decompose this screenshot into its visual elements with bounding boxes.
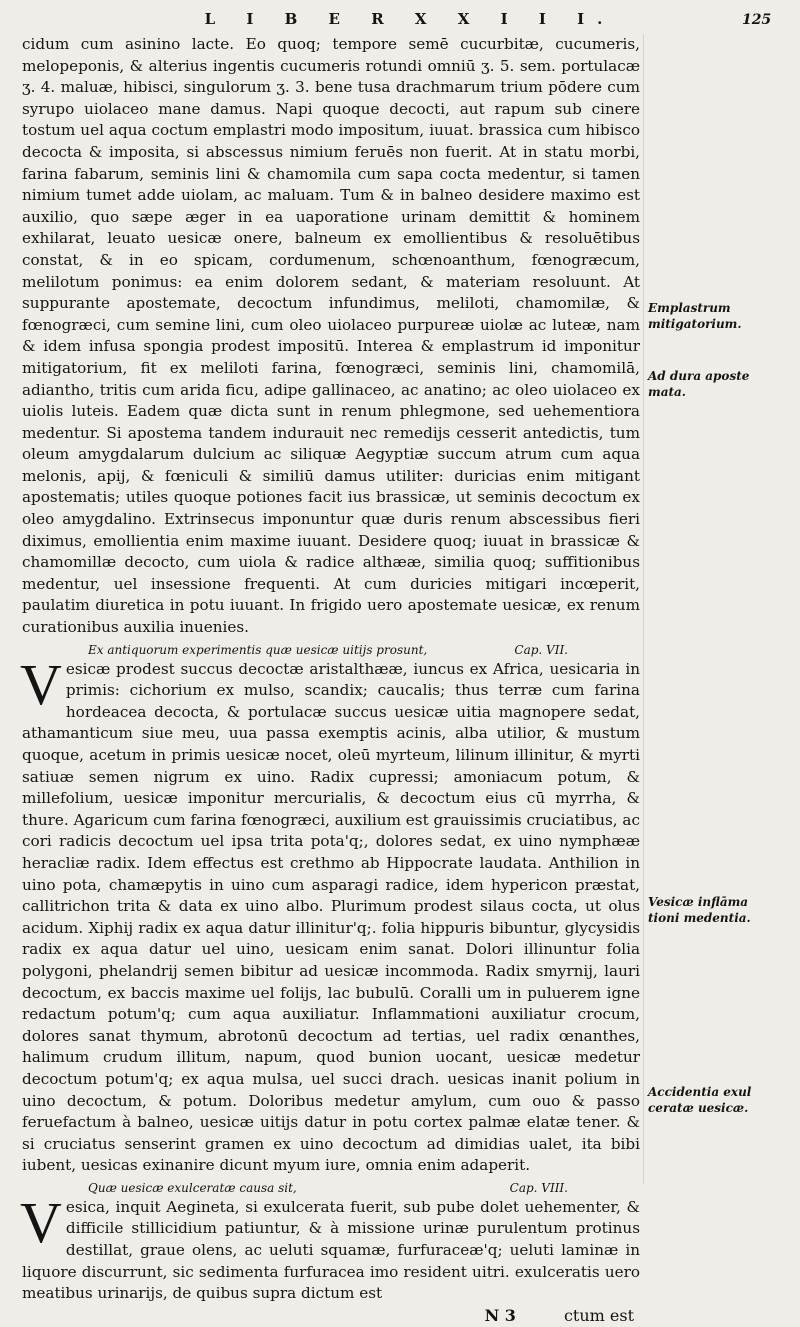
paragraph-text: esica, inquit Aegineta, si exulcerata fuerit, sub pube dolet uehementer, & difficile stillicidium patiuntur, & à missione urinæ purulentum protinus destillat, graue olens, ac ueluti squamæ, furfuraceæ'q; ueluti laminæ in liquore discurrunt, sic sedimenta furfuracea imo resident uitri. exulceratis uero meatibus urinarijs, de quibus supra dictum est xyxy=(22,1197,640,1303)
signature-mark: N 3 xyxy=(484,1305,516,1325)
chapter-label: Cap. VII. xyxy=(514,642,568,657)
catchword-line xyxy=(22,1305,640,1327)
paragraph-chapter-8 xyxy=(20,1189,640,1305)
marginal-note-emplastrum: Emplastrum mitigatorium. xyxy=(648,301,742,331)
column-divider xyxy=(643,34,644,1184)
decorated-initial: V xyxy=(20,1189,62,1255)
paragraph-continued: cidum cum asinino lacte. Eo quoq; tempore semē cucurbitæ, cucumeris, melopeponis, & alterius ingentis cucumeris rotundi omniū ʒ. 5. sem. portulacæ ʒ. 4. maluæ, hibisci, singulorum ʒ. 3. bene tusa drachmarum trium pōdere cum syrupo uiolaceo mane damus. Napi quoque decocti, aut rapum sub cinere tostum uel aqua coctum emplastri modo impositum, iuuat. brassica cum hibisco decocta & imposita, si abscessus nimium feruēs non fuerit. At in statu morbi, farina fabarum, seminis lini & chamomila cum sapa cocta medentur, si tamen nimium tumet adde uiolam, ac maluam. Tum & in balneo desidere maximo est auxilio, quo sæpe æger in ea uaporatione urinam demittit & hominem exhilarat, leuato uesicæ onere, balneum ex emollientibus & resoluētibus constat, & in eo spicam, cordumenum, schœnoanthum, fœnogræcum, melilotum ponimus: ea enim dolorem sedant, & materiam resoluunt. At suppurante apostemate, decoctum infundimus, meliloti, chamomilæ, & fœnogræci, cum semine lini, cum oleo uiolaceo purpureæ uiolæ ac luteæ, nam & idem infusa spongia prodest impositū. Interea & emplastrum id imponitur mitigatorium, fit ex meliloti farina, fœnogræci, seminis lini, chamomilā, adiantho, tritis cum arida ficu, adipe gallinaceo, ac anatino; ac oleo uiolaceo ex uiolis luteis. Eadem quæ dicta sunt in renum phlegmone, sed uehementiora medentur. Si apostema tandem indurauit nec remedijs cesserit antedictis, tum oleum amygdalarum dulcium ac siliquæ Aegyptiæ succum atrum cum aqua melonis, apij, & fœniculi & similiū damus utiliter: duricias enim mitigant apostematis; utiles quoque potiones facit ius brassicæ, ut seminis decoctum ex oleo amygdalino. Extrinsecus imponuntur quæ duris renum abscessibus fieri diximus, emollientia enim maxime iuuant. Desidere quoq; iuuat in brassicæ & chamomillæ decocto, cum uiola & radice althææ, similia quoq; suffitionibus medentur, uel insessione frequenti. At cum duricies mitigari incœperit, paulatim diuretica in potu iuuant. In frigido uero apostemate uesicæ, ex renum curationibus auxilia inuenies. xyxy=(22,35,640,637)
paragraph-text: esicæ prodest succus decoctæ aristalthææ, iuncus ex Africa, uesicaria in primis: cichorium ex mulso, scandix; caucalis; thus terræ cum farina hordeacea decocta, & portulacæ succus uesicæ uitia magnopere sedat, athamanticum siue meu, uua passa exemptis acinis, alba utilior, & mustum quoque, acetum in primis uesicæ nocet, oleū myrteum, lilinum illinitur, & myrti satiuæ semen nigrum ex uino. Radix cupressi; amoniacum potum, & millefolium, uesicæ imponitur mercurialis, & decoctum eius cū myrrha, & thure. Agaricum cum farina fœnogræci, auxilium est grauissimis cruciatibus, ac cori radicis decoctum uel ipsa trita pota'q;, dolores sedat, ex uino nymphææ heracliæ radix. Idem effectus est crethmo ab Hippocrate laudata. Anthilion in uino pota, chamæpytis in uino cum asparagi radice, idem hypericon præstat, callitrichon trita & data ex uino albo. Plurimum prodest silaus cocta, ut olus acidum. Xiphij radix ex aqua datur illinitur'q;. folia hippuris bibuntur, glycysidis radix ex aqua datur uel uino, uesicam enim sanat. Dolori illinuntur folia polygoni, phelandrij semen bibitur ad uesicæ incommoda. Radix smyrnij, lauri decoctum, ex baccis maxime uel folijs, lac bubulū. Coralli um in puluerem igne redactum potum'q; cum aqua auxiliatur. Inflammationi auxiliatur crocum, dolores sanat thymum, abrotonū decoctum ad tertias, uel radix œnanthes, halimum crudum illitum, napum, quod bunion uocant, uesicæ medetur decoctum potum'q; ex aqua mulsa, uel succi drach. uesicas inanit polium in uino decoctum, & potum. Doloribus medetur amylum, cum ouo & passo feruefactum à balneo, uesicæ uitijs datur in potu cortex palmæ elatæ tener. & si cruciatus senserint gramen ex uino decoctum ad dimidias ualet, ita bibi iubent, uesicas exinanire dicunt myum iure, omnia enim adaperit. xyxy=(22,659,640,1175)
marginal-note-vesicae: Vesicæ inflāma tioni medentia. xyxy=(648,895,751,925)
folio-number: 125 xyxy=(742,12,772,28)
paragraph-chapter-7 xyxy=(20,651,640,1177)
main-text-column xyxy=(22,34,640,1327)
catchword: ctum est xyxy=(563,1305,634,1325)
chapter-title: Ex antiquorum experimentis quæ uesicæ uitijs prosunt, xyxy=(88,642,428,657)
decorated-initial: V xyxy=(20,651,62,717)
running-title: L I B E R X X I I I. xyxy=(204,10,616,28)
marginal-note-accidentia: Accidentia exul ceratæ uesicæ. xyxy=(648,1085,752,1115)
marginal-note-ad-dura: Ad dura aposte mata. xyxy=(648,369,750,399)
chapter-heading-8 xyxy=(22,1179,640,1197)
chapter-label: Cap. VIII. xyxy=(509,1180,568,1195)
chapter-heading-7 xyxy=(22,641,640,659)
chapter-title: Quæ uesicæ exulceratæ causa sit, xyxy=(88,1180,297,1195)
